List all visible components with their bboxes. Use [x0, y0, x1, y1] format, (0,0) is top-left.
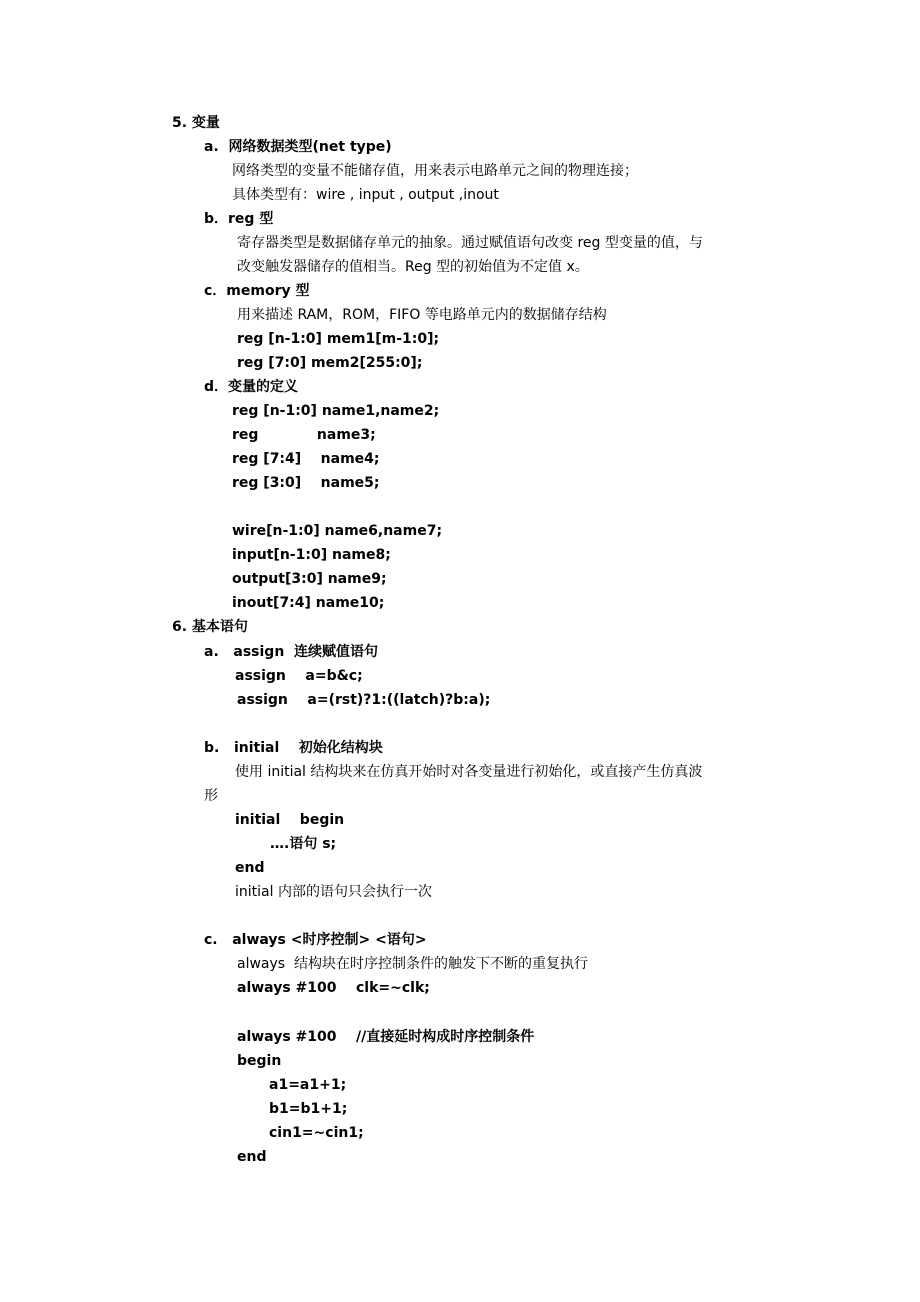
always-code-line: begin — [237, 1053, 282, 1069]
var-def-code-line: output[3:0] name9; — [232, 571, 387, 587]
initial-code-line: end — [235, 860, 265, 876]
initial-code-line: ….语句 s; — [270, 836, 337, 852]
net-type-desc: 网络类型的变量不能储存值，用来表示电路单元之间的物理连接； — [232, 163, 638, 179]
var-def-code-line: reg [3:0] name5; — [232, 475, 380, 491]
always-code-line: a1=a1+1; — [269, 1077, 347, 1093]
always-desc: always 结构块在时序控制条件的触发下不断的重复执行 — [237, 956, 588, 972]
var-def-code-line: reg [n-1:0] name1,name2; — [232, 403, 440, 419]
always-code-line: end — [237, 1149, 267, 1165]
var-def-title: d．变量的定义 — [204, 379, 299, 395]
memory-type-title: c．memory 型 — [204, 283, 310, 299]
memory-type-desc: 用来描述 RAM，ROM，FIFO 等电路单元内的数据储存结构 — [237, 307, 607, 323]
initial-title: b. initial 初始化结构块 — [204, 740, 383, 756]
net-type-list: 具体类型有：wire , input , output ,inout — [232, 187, 499, 203]
assign-code-line: assign a=(rst)?1:((latch)?b:a); — [237, 692, 491, 708]
initial-desc-continued: 形 — [204, 788, 218, 804]
always-code-line: b1=b1+1; — [269, 1101, 348, 1117]
assign-code-line: assign a=b&c; — [235, 668, 363, 684]
reg-type-desc-1: 寄存器类型是数据储存单元的抽象。通过赋值语句改变 reg 型变量的值，与 — [237, 235, 703, 251]
memory-code-line: reg [n-1:0] mem1[m-1:0]; — [237, 331, 440, 347]
reg-type-desc-2: 改变触发器储存的值相当。Reg 型的初始值为不定值 x。 — [237, 259, 589, 275]
initial-desc: 使用 initial 结构块来在仿真开始时对各变量进行初始化，或直接产生仿真波 — [235, 764, 703, 780]
initial-note: initial 内部的语句只会执行一次 — [235, 884, 432, 900]
reg-type-title: b．reg 型 — [204, 211, 274, 227]
var-def-code-line: reg name3; — [232, 427, 376, 443]
assign-title: a. assign 连续赋值语句 — [204, 644, 379, 660]
initial-code-line: initial begin — [235, 812, 345, 828]
section-6-heading: 6. 基本语句 — [172, 619, 248, 635]
always-title: c. always <时序控制> <语句> — [204, 932, 427, 948]
memory-code-line: reg [7:0] mem2[255:0]; — [237, 355, 423, 371]
net-type-title: a. 网络数据类型(net type) — [204, 139, 392, 155]
always-code-line: always #100 //直接延时构成时序控制条件 — [237, 1029, 535, 1045]
always-code-line: always #100 clk=~clk; — [237, 980, 430, 996]
var-def-code-line: inout[7:4] name10; — [232, 595, 385, 611]
var-def-code-line: reg [7:4] name4; — [232, 451, 380, 467]
var-def-code-line: input[n-1:0] name8; — [232, 547, 391, 563]
var-def-code-line: wire[n-1:0] name6,name7; — [232, 523, 443, 539]
section-5-heading: 5. 变量 — [172, 115, 220, 131]
always-code-line: cin1=~cin1; — [269, 1125, 364, 1141]
